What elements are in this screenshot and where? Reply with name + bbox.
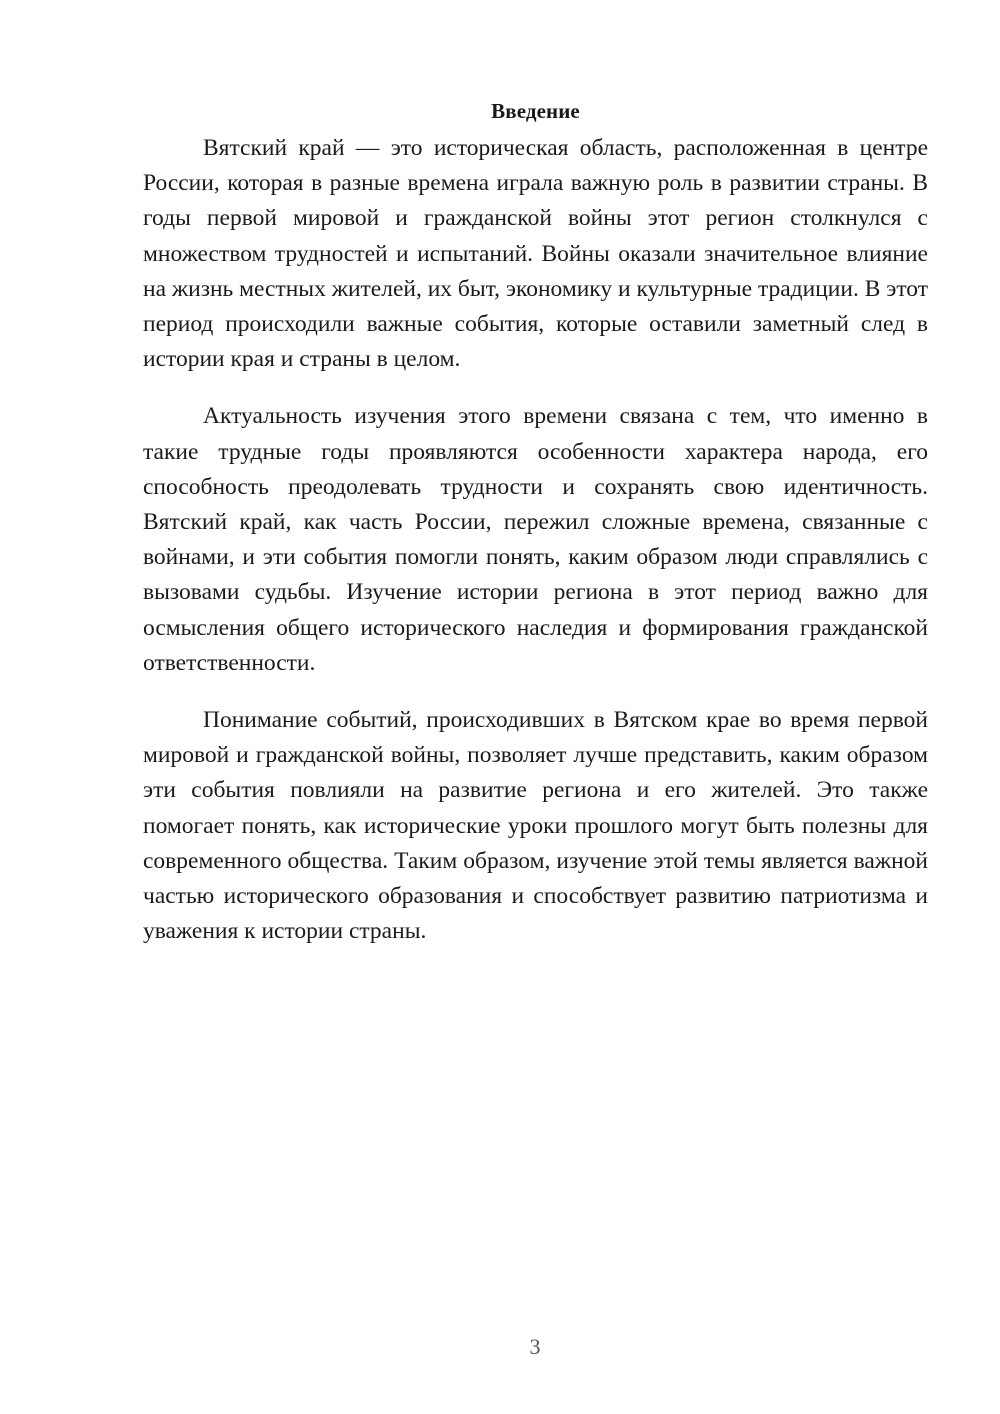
page-number: 3 [529,1334,541,1359]
paragraph-2: Актуальность изучения этого времени связана с тем, что именно в такие трудные годы проявляются особенности характера народа, его способность преодолевать трудности и сохранять свою идентичность. Вятский край, как часть России, пережил сложные времена, связанные с войнами, и эти события помогли понять, каким образом люди справлялись с вызовами судьбы. Изучение истории региона в этот период важно для осмысления общего исторического наследия и формирования гражданской ответственности. [143,403,928,676]
section-heading: Введение [491,99,580,123]
page-content [143,96,928,971]
paragraph-1: Вятский край — это историческая область, расположенная в центре России, которая в разные времена играла важную роль в развитии страны. В годы первой мировой и гражданской войны этот регион столкнулся с множеством трудностей и испытаний. Войны оказали значительное влияние на жизнь местных жителей, их быт, экономику и культурные традиции. В этот период происходили важные события, которые оставили заметный след в истории края и страны в целом. [143,135,929,373]
paragraph-3: Понимание событий, происходивших в Вятском крае во время первой мировой и гражданской войны, позволяет лучше представить, каким образом эти события повлияли на развитие региона и его жителей. Это также помогает понять, как исторические уроки прошлого могут быть полезны для современного общества. Таким образом, изучение этой темы является важной частью исторического образования и способствует развитию патриотизма и уважения к истории страны. [143,707,928,945]
